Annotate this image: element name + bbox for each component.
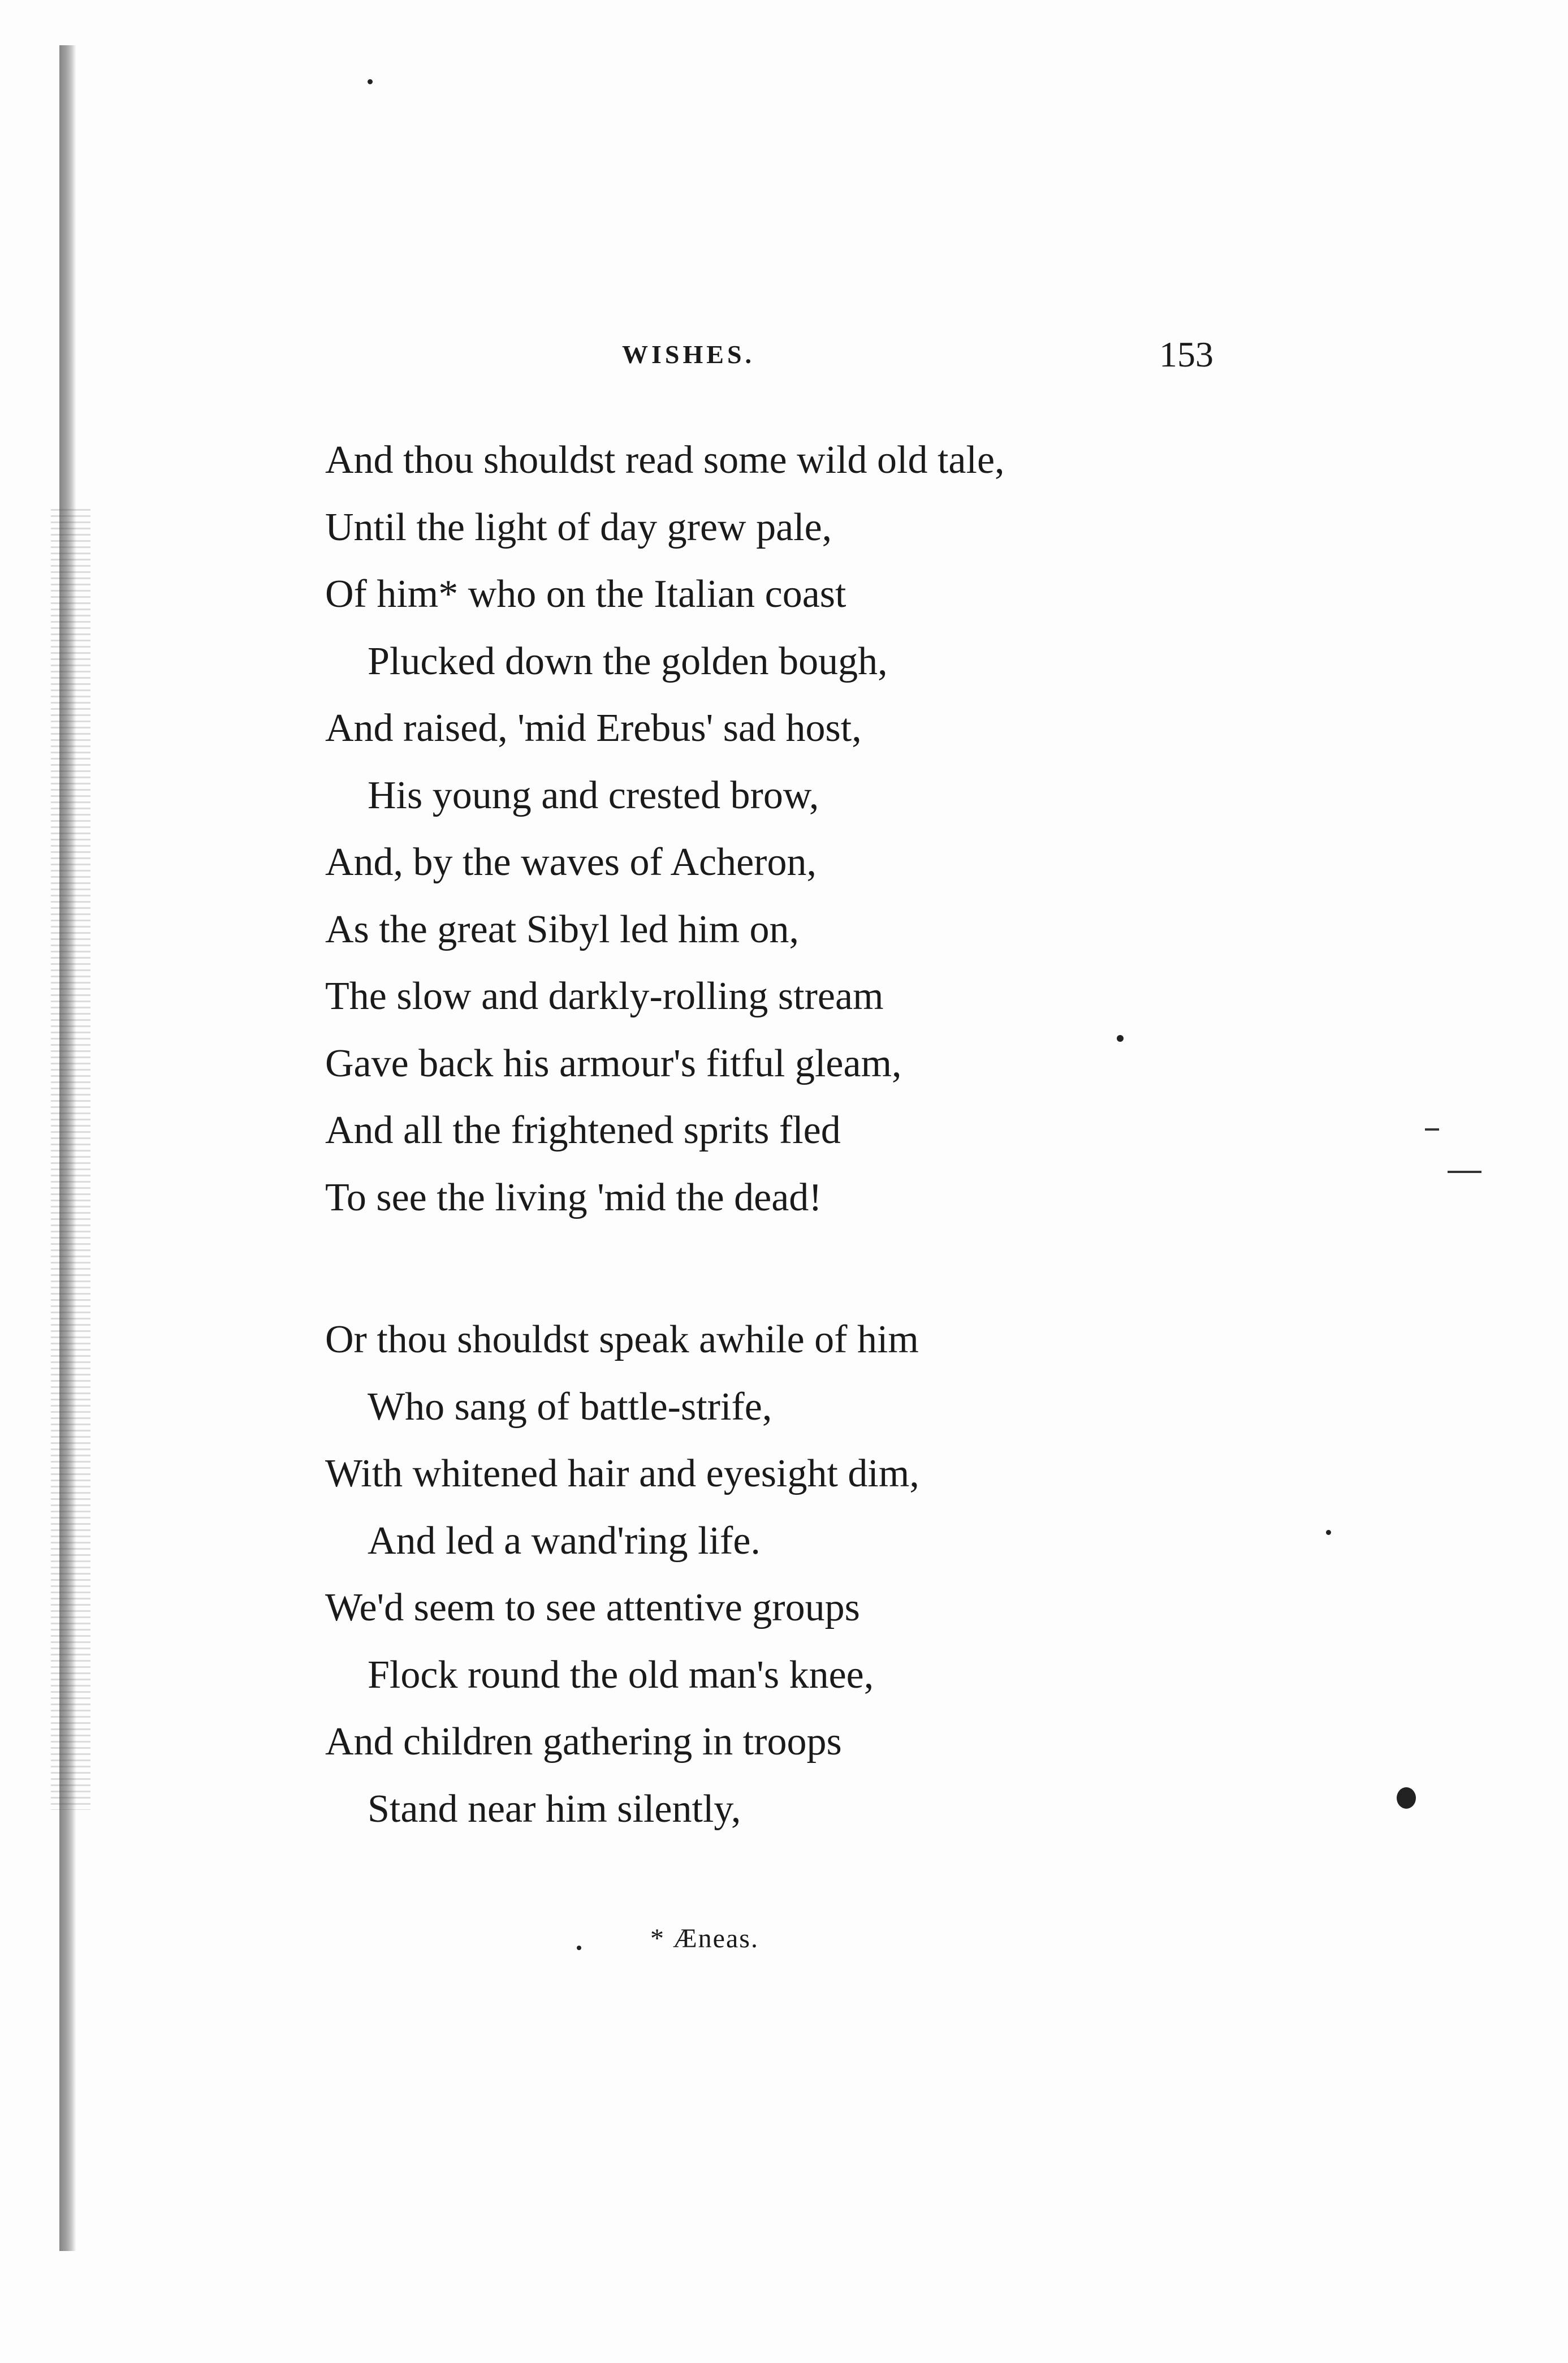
poem-line: With whitened hair and eyesight dim, bbox=[325, 1452, 919, 1495]
footnote: * Æneas. bbox=[650, 1924, 759, 1954]
poem-line: Gave back his armour's fitful gleam, bbox=[325, 1041, 902, 1085]
running-title: WISHES. bbox=[622, 340, 755, 369]
stanza-2 bbox=[325, 1306, 1286, 1843]
stray-mark bbox=[1425, 1128, 1439, 1131]
poem-line: And children gathering in troops bbox=[325, 1720, 842, 1763]
poem-line: The slow and darkly-rolling stream bbox=[325, 974, 884, 1018]
poem-line: And led a wand'ring life. bbox=[368, 1519, 761, 1563]
poem-line: Plucked down the golden bough, bbox=[368, 639, 888, 683]
ink-speck bbox=[1397, 1787, 1416, 1809]
poem-line: Until the light of day grew pale, bbox=[325, 505, 832, 549]
poem-line: To see the living 'mid the dead! bbox=[325, 1175, 822, 1219]
poem-line: And thou shouldst read some wild old tale, bbox=[325, 438, 1005, 482]
poem-line: Stand near him silently, bbox=[368, 1787, 741, 1831]
ink-speck bbox=[577, 1946, 581, 1950]
poem-line: Flock round the old man's knee, bbox=[368, 1653, 874, 1697]
poem-line: And raised, 'mid Erebus' sad host, bbox=[325, 706, 862, 750]
binding-edge-texture bbox=[51, 509, 90, 1810]
poem-line: Who sang of battle-strife, bbox=[368, 1385, 772, 1429]
poem-line: His young and crested brow, bbox=[368, 773, 819, 817]
stray-mark bbox=[1448, 1171, 1481, 1173]
poem-line: And all the frightened sprits fled bbox=[325, 1109, 841, 1152]
poem-line: And, by the waves of Acheron, bbox=[325, 840, 817, 884]
ink-speck bbox=[368, 79, 373, 84]
stanza-1 bbox=[325, 427, 1286, 1231]
ink-speck bbox=[1326, 1530, 1331, 1535]
page-number: 153 bbox=[1159, 334, 1213, 374]
poem-line: Or thou shouldst speak awhile of him bbox=[325, 1318, 919, 1361]
ink-speck bbox=[1117, 1035, 1124, 1042]
poem-line: Of him* who on the Italian coast bbox=[325, 572, 846, 616]
poem-line: As the great Sibyl led him on, bbox=[325, 907, 799, 951]
poem-line: We'd seem to see attentive groups bbox=[325, 1586, 860, 1629]
